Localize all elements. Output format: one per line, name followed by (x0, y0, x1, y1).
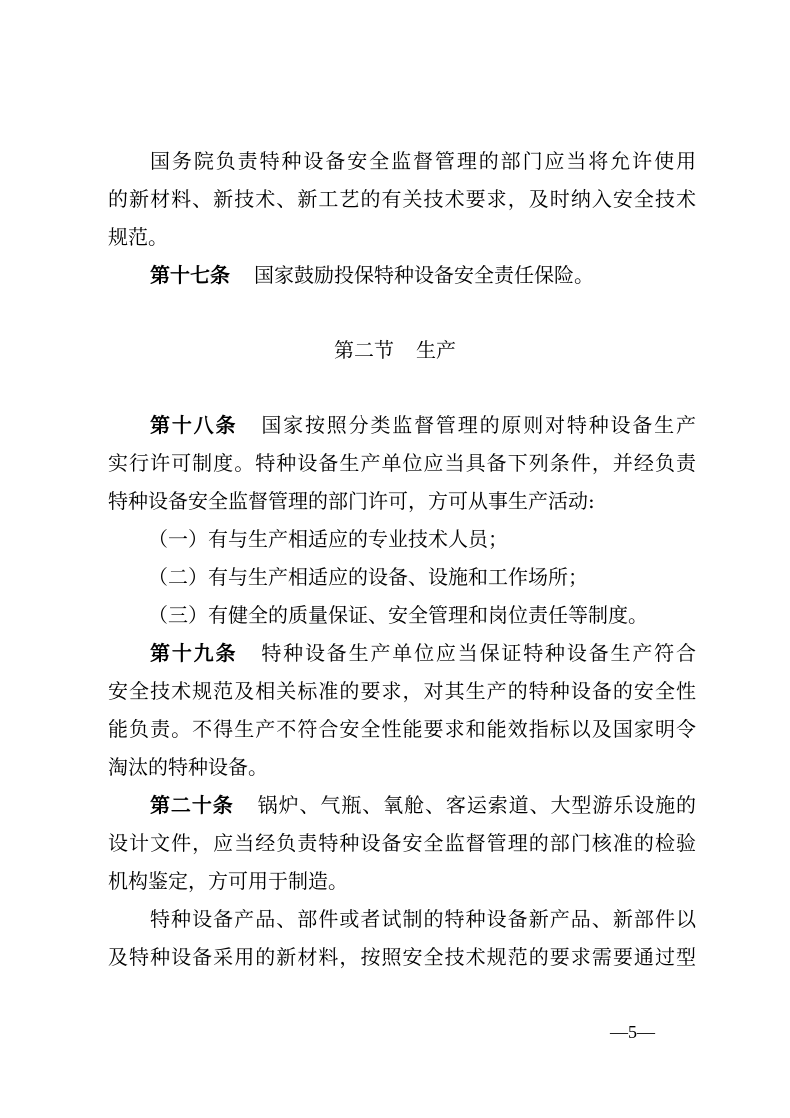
article-text: 国家按照分类监督管理的原则对特种设备生产 (261, 413, 697, 437)
article-text: 特种设备生产单位应当保证特种设备生产符合 (261, 641, 697, 665)
list-item: （三）有健全的质量保证、安全管理和岗位责任等制度。 (148, 603, 648, 627)
paragraph-line: 安全技术规范及相关标准的要求，对其生产的特种设备的安全性 (108, 679, 696, 703)
section-number: 第二节 (334, 338, 394, 362)
paragraph-line: 特种设备安全监督管理的部门许可，方可从事生产活动: (108, 489, 595, 513)
paragraph-line: 实行许可制度。特种设备生产单位应当具备下列条件，并经负责 (108, 451, 696, 475)
paragraph-line: 的新材料、新技术、新工艺的有关技术要求，及时纳入安全技术 (108, 187, 696, 211)
page-number: —5— (610, 1022, 655, 1042)
article-17 (150, 262, 696, 288)
article-label: 第十八条 (150, 413, 238, 437)
paragraph-line: 淘汰的特种设备。 (108, 755, 268, 779)
article-19 (150, 640, 696, 666)
article-text: 国家鼓励投保特种设备安全责任保险。 (254, 263, 594, 287)
paragraph-line: 特种设备产品、部件或者试制的特种设备新产品、新部件以 (150, 907, 696, 931)
paragraph-line: 能负责。不得生产不符合安全性能要求和能效指标以及国家明令 (108, 717, 696, 741)
list-item: （二）有与生产相适应的设备、设施和工作场所； (148, 565, 588, 589)
article-text: 锅炉、气瓶、氧舱、客运索道、大型游乐设施的 (257, 793, 697, 817)
article-label: 第二十条 (150, 793, 234, 817)
article-label: 第十七条 (150, 263, 230, 287)
article-20 (150, 792, 696, 818)
paragraph-line: 机构鉴定，方可用于制造。 (108, 869, 348, 893)
paragraph-line: 规范。 (108, 225, 168, 249)
paragraph-line: 设计文件，应当经负责特种设备安全监督管理的部门核准的检验 (108, 831, 696, 855)
list-item: （一）有与生产相适应的专业技术人员； (148, 527, 508, 551)
article-18 (150, 412, 696, 438)
section-heading (0, 336, 790, 364)
paragraph-line: 及特种设备采用的新材料，按照安全技术规范的要求需要通过型 (108, 945, 696, 969)
paragraph-line: 国务院负责特种设备安全监督管理的部门应当将允许使用 (150, 149, 696, 173)
article-label: 第十九条 (150, 641, 238, 665)
section-title: 生产 (416, 338, 456, 362)
